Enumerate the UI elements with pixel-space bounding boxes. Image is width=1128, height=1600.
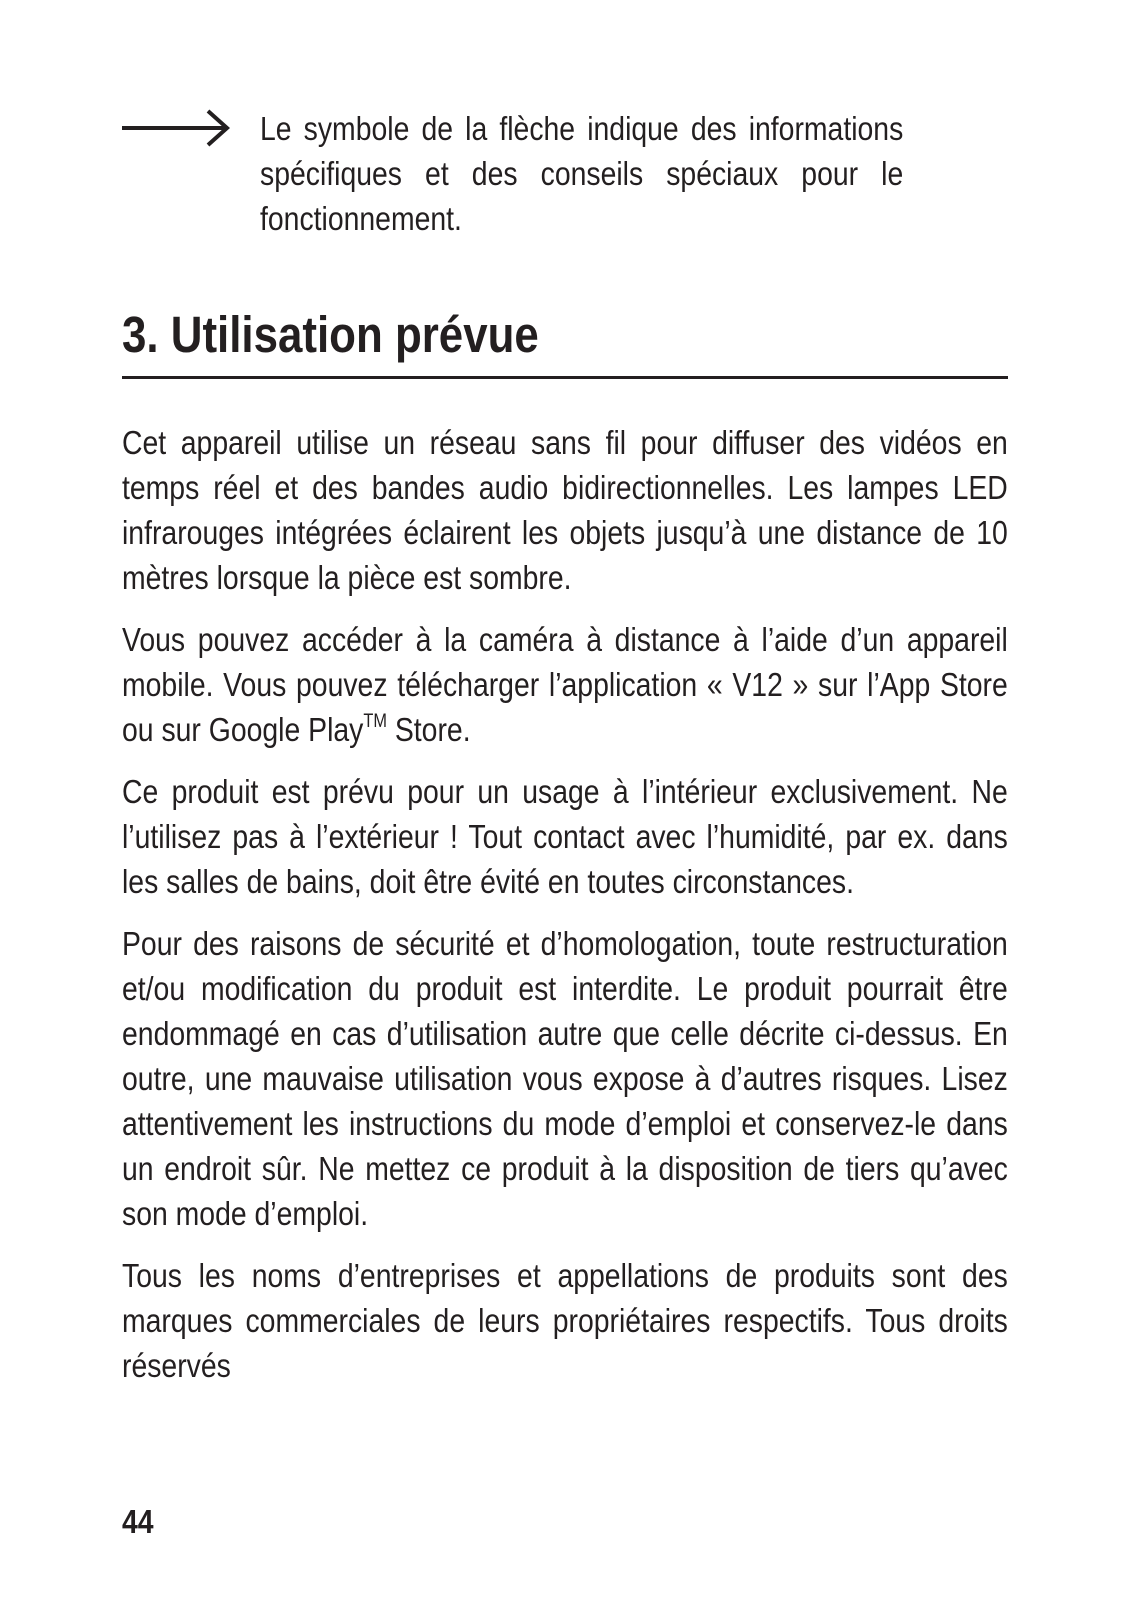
page-number: 44 <box>122 1503 154 1540</box>
section-body <box>122 420 1008 1405</box>
paragraph-trademarks: Tous les noms d’entreprises et appellations de produits sont des marques commerciales de leurs propriétaires respectifs. Tous droits réservés <box>122 1257 1008 1384</box>
paragraph-description: Cet appareil utilise un réseau sans fil pour diffuser des vidéos en temps réel et des bandes audio bidirectionnelles. Les lampes LED infrarouges intégrées éclairent les objets jusqu’à une distance de 10 mètres lorsque la pièce est sombre. <box>122 424 1008 596</box>
paragraph-safety: Pour des raisons de sécurité et d’homologation, toute restructuration et/ou modification du produit est interdite. Le produit pourrait être endommagé en cas d’utilisation autre que celle décrite ci-dessus. En outre, une mauvaise utilisation vous expose à d’autres risques. Lisez attentivement les instructions du mode d’emploi et conservez-le dans un endroit sûr. Ne mettez ce produit à la disposition de tiers qu’avec son mode d’emploi. <box>122 925 1008 1232</box>
arrow-right-icon <box>122 106 232 150</box>
paragraph-indoor-use: Ce produit est prévu pour un usage à l’intérieur exclusivement. Ne l’utilisez pas à l’extérieur ! Tout contact avec l’humidité, par ex. dans les salles de bains, doit être évité en toutes circonstances. <box>122 773 1008 900</box>
heading-divider <box>122 376 1008 379</box>
trademark-symbol: TM <box>363 711 387 732</box>
app-text-after: Store. <box>386 711 471 748</box>
section-heading: 3. Utilisation prévue <box>122 306 539 363</box>
paragraph-remote-access <box>122 617 1008 752</box>
arrow-note <box>122 106 1008 241</box>
app-text-before: Vous pouvez accéder à la caméra à distance à l’aide d’un appareil mobile. Vous pouvez télécharger l’application « V12 » sur l’App Store ou sur Google Play <box>122 621 1008 748</box>
note-text: Le symbole de la flèche indique des informations spécifiques et des conseils spéciaux pour le fonctionnement. <box>260 110 904 237</box>
